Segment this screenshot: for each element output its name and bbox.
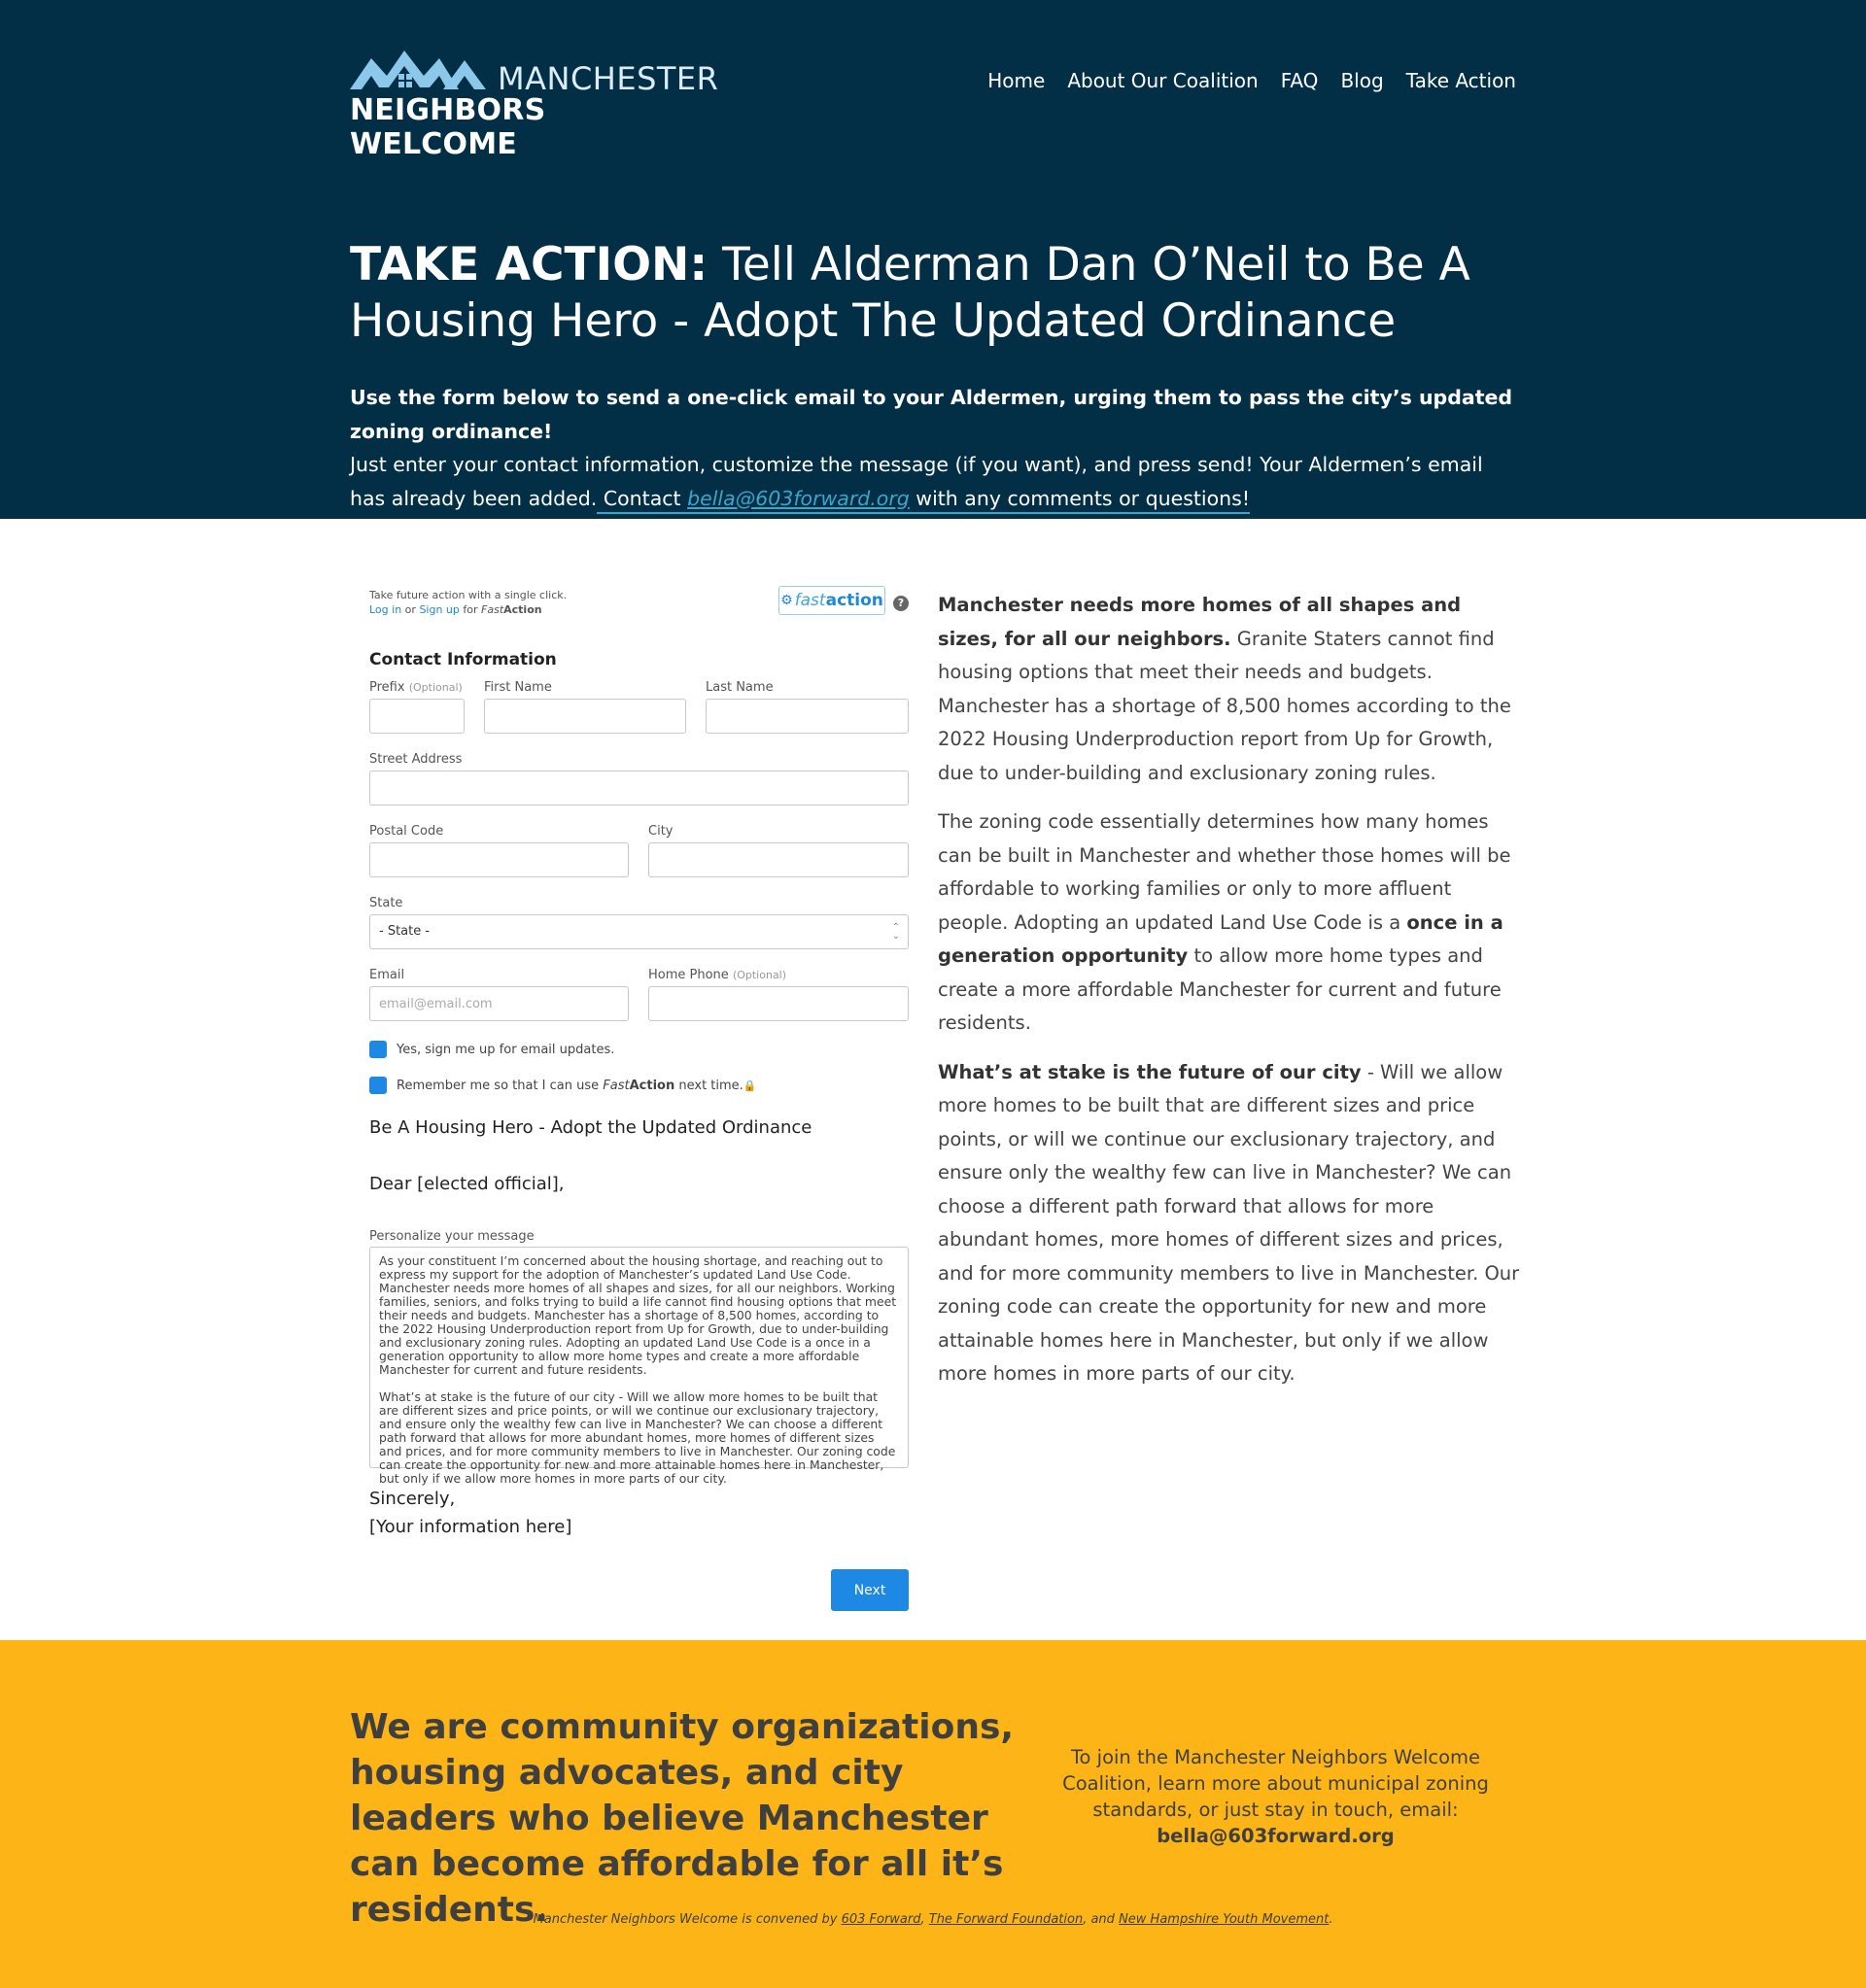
street-input[interactable] bbox=[369, 771, 909, 805]
gear-icon: ⚙ bbox=[780, 593, 793, 608]
credit-sep-2: , and bbox=[1083, 1912, 1120, 1927]
phone-input[interactable] bbox=[648, 986, 909, 1021]
remember-me-label bbox=[397, 1079, 757, 1093]
phone-optional-tag: (Optional) bbox=[732, 969, 787, 981]
fastaction-note-text: Take future action with a single click. bbox=[369, 589, 568, 601]
fastaction-logo-bold: action bbox=[825, 591, 883, 610]
checkbox-checked-icon[interactable] bbox=[369, 1041, 387, 1058]
message-greeting: Dear [elected official], bbox=[369, 1174, 565, 1194]
city-input[interactable] bbox=[648, 842, 909, 877]
p3-rest: - Will we allow more homes to be built that are different sizes and price points, or will we continue our exclusionary trajectory, and ensure only the wealthy few can live in Manchester? We can choose a different path forward that allows for more abundant homes, more homes of different sizes and prices, and for more community members to live in Manchester. Our zoning code can create the opportunity for new and more attainable homes here in Manchester, but only if we allow more homes in more parts of our city. bbox=[938, 1060, 1520, 1385]
contact-email-link[interactable]: bella@603forward.org bbox=[687, 486, 910, 510]
city-label: City bbox=[648, 824, 674, 839]
help-icon[interactable]: ? bbox=[893, 596, 909, 611]
your-info-text: [Your information here] bbox=[369, 1517, 572, 1537]
or-text: or bbox=[404, 603, 416, 616]
org-forward-foundation-link[interactable]: The Forward Foundation bbox=[928, 1912, 1084, 1927]
contact-line bbox=[597, 487, 1250, 514]
message-textarea[interactable] bbox=[369, 1247, 909, 1486]
message-paragraph-1: As your constituent I’m concerned about the housing shortage, and reaching out to express my support for the adoption of Manchester’s updated Land Use Code. Manchester needs more homes of all shapes and sizes, for all our neighbors. Working families, seniors, and folks trying to build a life cannot find housing options that meet their needs and budgets. Manchester has a shortage of 8,500 homes, according to the 2022 Housing Underproduction report from Up for Growth, due to under-building and exclusionary zoning rules. Adopting an updated Land Use Code is a once in a generation opportunity to allow more home types and create a more affordable Manchester for current and future residents. bbox=[379, 1253, 897, 1377]
email-updates-label: Yes, sign me up for email updates. bbox=[397, 1042, 615, 1057]
nav-faq[interactable]: FAQ bbox=[1280, 69, 1319, 92]
last-name-label: Last Name bbox=[706, 680, 774, 695]
updown-chevron-icon: ⌃ ⌄ bbox=[891, 922, 900, 942]
postal-group bbox=[369, 824, 629, 877]
contact-prefix: Contact bbox=[597, 486, 688, 510]
p2-b: to allow more home types and create a more affordable Manchester for current and future residents. bbox=[938, 944, 1502, 1034]
remember-me-checkbox[interactable] bbox=[369, 1077, 757, 1094]
prefix-group bbox=[369, 680, 465, 734]
state-value: - State - bbox=[379, 924, 431, 939]
intro-lead: Use the form below to send a one-click email to your Aldermen, urging them to pass the city’s updated zoning ordinance! bbox=[350, 386, 1513, 443]
lock-icon: 🔒 bbox=[743, 1079, 757, 1092]
street-label: Street Address bbox=[369, 752, 463, 767]
info-column bbox=[938, 589, 1521, 1407]
fastaction-logo[interactable] bbox=[778, 586, 885, 615]
last-name-group bbox=[706, 680, 909, 734]
footer-credit bbox=[0, 1912, 1866, 1927]
logo-line1: MANCHESTER bbox=[498, 60, 719, 97]
title-prefix: TAKE ACTION: bbox=[350, 238, 708, 291]
site-logo[interactable] bbox=[350, 43, 719, 161]
state-select[interactable] bbox=[369, 914, 909, 949]
last-name-input[interactable] bbox=[706, 699, 909, 734]
personalize-label: Personalize your message bbox=[369, 1229, 535, 1244]
email-label: Email bbox=[369, 968, 405, 982]
first-name-input[interactable] bbox=[484, 699, 686, 734]
action-text: Action bbox=[503, 603, 542, 616]
phone-label-text: Home Phone bbox=[648, 968, 729, 982]
message-paragraph-2: What’s at stake is the future of our city - Will we allow more homes to be built that are different sizes and price points, or will we continue our exclusionary trajectory, and ensure only the wealthy few can live in Manchester? We can choose a different path forward that allows for more abundant homes, more homes of different sizes and prices, and for more community members to live in Manchester. Our zoning code can create the opportunity for new and more attainable homes here in Manchester, but only if we allow more homes in more parts of our city. bbox=[379, 1389, 896, 1486]
for-text: for bbox=[463, 603, 478, 616]
optional-tag: (Optional) bbox=[408, 681, 463, 694]
p1-rest: Granite Staters cannot find housing options that meet their needs and budgets. Manchester has a shortage of 8,500 homes according to the 2022 Housing Underproduction report from Up for Growth, due to under-building and exclusionary zoning rules. bbox=[938, 627, 1511, 784]
credit-sep-1: , bbox=[920, 1912, 929, 1927]
footer-join-text bbox=[1045, 1744, 1506, 1849]
info-paragraph-2 bbox=[938, 805, 1521, 1041]
nav-blog[interactable]: Blog bbox=[1340, 69, 1384, 92]
action-form bbox=[369, 588, 909, 1618]
intro-body: Just enter your contact information, customize the message (if you want), and press send! Your Aldermen’s email has already been added. bbox=[350, 453, 1483, 510]
info-paragraph-1 bbox=[938, 589, 1521, 790]
join-text: To join the Manchester Neighbors Welcome Coalition, learn more about municipal zoning standards, or just stay in touch, email: bbox=[1062, 1746, 1489, 1821]
first-name-label: First Name bbox=[484, 680, 552, 695]
state-label: State bbox=[369, 896, 403, 910]
page-title bbox=[350, 237, 1516, 350]
email-input[interactable]: email@email.com bbox=[369, 986, 629, 1021]
first-name-group bbox=[484, 680, 686, 734]
contact-info-title: Contact Information bbox=[369, 650, 557, 669]
nav-take-action[interactable]: Take Action bbox=[1405, 69, 1516, 92]
fast-text: Fast bbox=[481, 603, 504, 616]
p2-strong: once in a generation opportunity bbox=[938, 910, 1503, 967]
email-updates-checkbox[interactable] bbox=[369, 1041, 614, 1058]
p2-a: The zoning code essentially determines how many homes can be built in Manchester and whether those homes will be affordable to working families or only to more affluent people. Adopting an updated Land Use Code is a bbox=[938, 810, 1511, 934]
fastaction-bar bbox=[369, 588, 909, 625]
intro-text bbox=[350, 381, 1516, 515]
city-group bbox=[648, 824, 909, 877]
p1-strong: Manchester needs more homes of all shapes and sizes, for all our neighbors. bbox=[938, 594, 1462, 650]
info-paragraph-3 bbox=[938, 1056, 1521, 1391]
prefix-label bbox=[369, 680, 465, 695]
message-subject: Be A Housing Hero - Adopt the Updated Ordinance bbox=[369, 1117, 812, 1138]
signature-block bbox=[369, 1485, 571, 1541]
footer-email-link[interactable]: bella@603forward.org bbox=[1157, 1825, 1395, 1847]
p3-strong: What’s at stake is the future of our city bbox=[938, 1060, 1362, 1083]
credit-suffix: . bbox=[1329, 1912, 1333, 1927]
hero-section bbox=[0, 0, 1866, 519]
rooftops-logo-icon bbox=[350, 47, 496, 93]
footer bbox=[0, 1640, 1866, 1988]
postal-input[interactable] bbox=[369, 842, 629, 877]
phone-label bbox=[648, 968, 909, 982]
main-menu bbox=[987, 69, 1516, 92]
prefix-input[interactable] bbox=[369, 699, 465, 734]
remember-fast: Fast bbox=[603, 1078, 630, 1093]
next-button[interactable]: Next bbox=[831, 1569, 909, 1611]
signup-link[interactable]: Sign up bbox=[419, 603, 460, 616]
login-link[interactable]: Log in bbox=[369, 603, 402, 616]
logo-line2: NEIGHBORS WELCOME bbox=[350, 93, 546, 161]
contact-suffix: with any comments or questions! bbox=[909, 486, 1251, 510]
nav-home[interactable]: Home bbox=[987, 69, 1046, 92]
prefix-label-text: Prefix bbox=[369, 680, 405, 695]
postal-label: Postal Code bbox=[369, 824, 444, 839]
remember-action: Action bbox=[629, 1078, 675, 1093]
remember-post: next time. bbox=[674, 1078, 743, 1093]
nav-about[interactable]: About Our Coalition bbox=[1067, 69, 1259, 92]
street-group bbox=[369, 752, 909, 805]
remember-pre: Remember me so that I can use bbox=[397, 1078, 604, 1093]
credit-prefix: Manchester Neighbors Welcome is convened by bbox=[533, 1912, 842, 1927]
footer-headline: We are community organizations, housing advocates, and city leaders who believe Manchester can become affordable for all it’s residents. bbox=[350, 1707, 1015, 1930]
email-group bbox=[369, 968, 629, 1021]
title-text: Tell Alderman Dan O’Neil to Be A Housing Hero - Adopt The Updated Ordinance bbox=[350, 238, 1470, 348]
org-nhym-link[interactable]: New Hampshire Youth Movement bbox=[1119, 1912, 1330, 1927]
fastaction-logo-light: fast bbox=[794, 591, 826, 610]
top-nav bbox=[350, 43, 1516, 161]
phone-group bbox=[648, 968, 909, 1021]
org-603-forward-link[interactable]: 603 Forward bbox=[841, 1912, 921, 1927]
sincerely-text: Sincerely, bbox=[369, 1489, 456, 1509]
checkbox-checked-icon[interactable] bbox=[369, 1077, 387, 1094]
state-group bbox=[369, 896, 909, 949]
